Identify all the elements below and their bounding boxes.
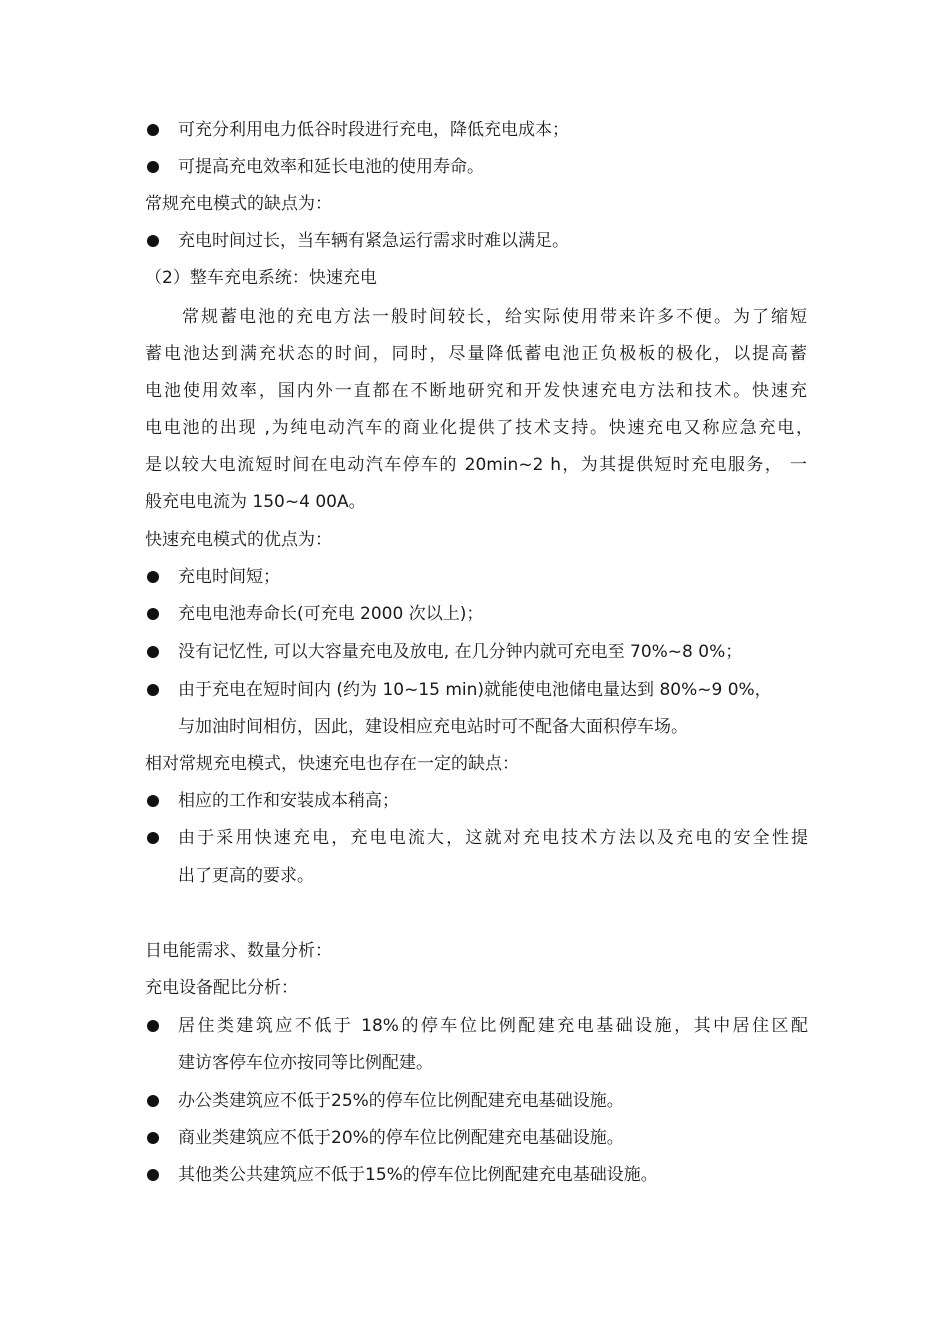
list-item-text: 其他类公共建筑应不低于15%的停车位比例配建充电基础设施。 xyxy=(178,1165,658,1185)
list-item-continuation: 与加油时间相仿，因此，建设相应充电站时可不配备大面积停车场。 xyxy=(178,717,688,737)
bullet-icon xyxy=(147,832,159,844)
paragraph-line: 电电池的出现 ,为纯电动汽车的商业化提供了技术支持。快速充电又称应急充电， xyxy=(145,418,813,438)
bullet-icon xyxy=(147,571,159,583)
list-item-text: 充电时间短； xyxy=(178,567,280,587)
paragraph-line: 蓄电池达到满充状态的时间，同时，尽量降低蓄电池正负极板的极化，以提高蓄 xyxy=(145,344,807,364)
list-item-text: 充电电池寿命长(可充电 2000 次以上)； xyxy=(178,604,484,624)
section-heading: 快速充电模式的优点为： xyxy=(145,530,332,550)
list-item-text: 可提高充电效率和延长电池的使用寿命。 xyxy=(178,157,484,177)
bullet-icon xyxy=(147,608,159,620)
bullet-icon xyxy=(147,161,159,173)
bullet-icon xyxy=(147,1169,159,1181)
bullet-icon xyxy=(147,684,159,696)
paragraph-line: 般充电电流为 150~4 00A。 xyxy=(145,492,366,512)
bullet-icon xyxy=(147,1020,159,1032)
list-item-text: 办公类建筑应不低于25%的停车位比例配建充电基础设施。 xyxy=(178,1091,624,1111)
section-heading: 日电能需求、数量分析： xyxy=(145,941,332,961)
bullet-icon xyxy=(147,646,159,658)
bullet-icon xyxy=(147,795,159,807)
list-item-text: 由于采用快速充电，充电电流大，这就对充电技术方法以及充电的安全性提 xyxy=(178,828,808,848)
list-item-continuation: 出了更高的要求。 xyxy=(178,866,314,886)
list-item-text: 没有记忆性, 可以大容量充电及放电, 在几分钟内就可充电至 70%~8 0%； xyxy=(178,642,743,662)
list-item-text: 居住类建筑应不低于 18%的停车位比例配建充电基础设施，其中居住区配 xyxy=(178,1016,808,1036)
paragraph-line: 电池使用效率，国内外一直都在不断地研究和开发快速充电方法和技术。快速充 xyxy=(145,381,807,401)
list-item-text: 相应的工作和安装成本稍高； xyxy=(178,791,399,811)
section-heading: 充电设备配比分析： xyxy=(145,978,298,998)
section-heading: 相对常规充电模式，快速充电也存在一定的缺点： xyxy=(145,754,519,774)
section-heading: 常规充电模式的缺点为： xyxy=(145,194,332,214)
list-item-text: 商业类建筑应不低于20%的停车位比例配建充电基础设施。 xyxy=(178,1128,624,1148)
section-heading: （2）整车充电系统：快速充电 xyxy=(145,268,377,288)
bullet-icon xyxy=(147,235,159,247)
paragraph-line: 是以较大电流短时间在电动汽车停车的 20min~2 h，为其提供短时充电服务， 一 xyxy=(145,455,807,475)
list-item-text: 可充分利用电力低谷时段进行充电，降低充电成本； xyxy=(178,120,569,140)
bullet-icon xyxy=(147,1095,159,1107)
list-item-text: 由于充电在短时间内 (约为 10~15 min)就能使电池储电量达到 80%~9 0%， xyxy=(178,680,772,700)
bullet-icon xyxy=(147,124,159,136)
paragraph-line: 常规蓄电池的充电方法一般时间较长，给实际使用带来许多不便。为了缩短 xyxy=(182,307,807,327)
list-item-continuation: 建访客停车位亦按同等比例配建。 xyxy=(178,1053,433,1073)
list-item-text: 充电时间过长，当车辆有紧急运行需求时难以满足。 xyxy=(178,231,569,251)
bullet-icon xyxy=(147,1132,159,1144)
